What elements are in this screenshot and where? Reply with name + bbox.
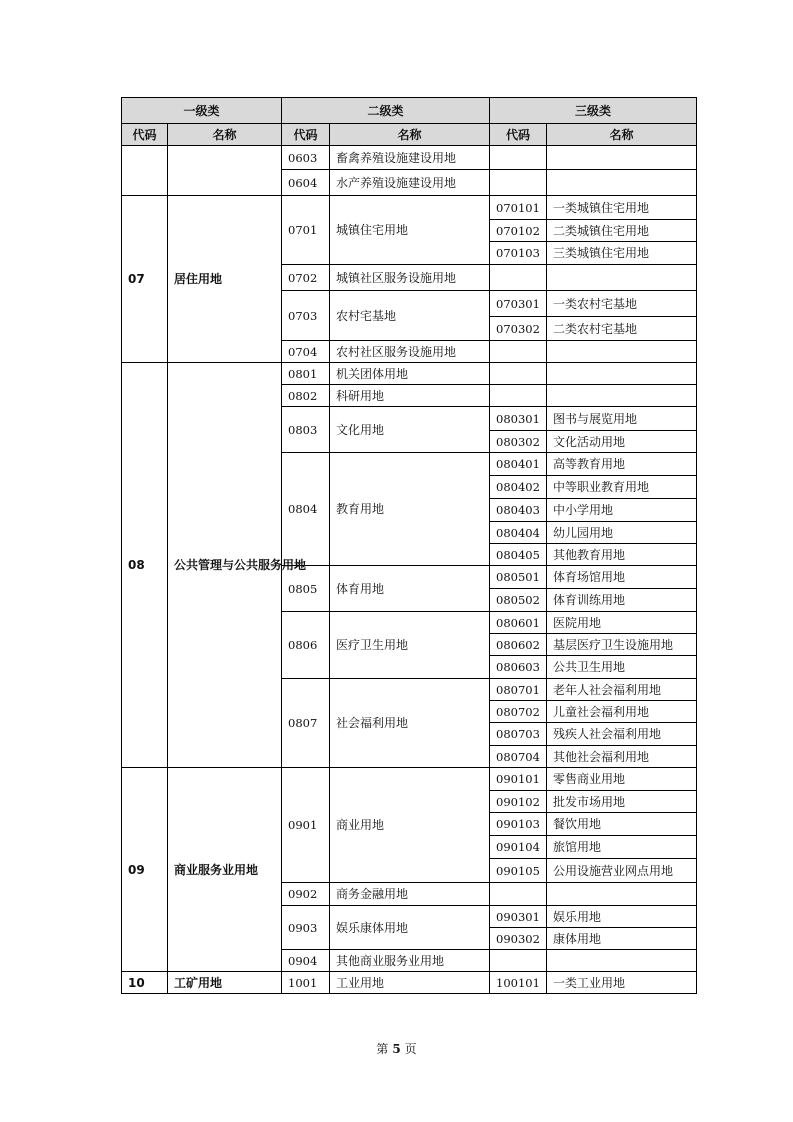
level3-code-empty: [490, 170, 547, 196]
level3-code: 080405: [490, 544, 547, 566]
level2-code: 0806: [282, 612, 330, 679]
level3-code: 070301: [490, 291, 547, 317]
level3-name: 娱乐用地: [547, 906, 697, 928]
level3-code: 080404: [490, 522, 547, 544]
level2-code: 0904: [282, 950, 330, 972]
level2-name: 商务金融用地: [330, 883, 490, 906]
level3-name: 幼儿园用地: [547, 522, 697, 544]
level1-name: [168, 146, 282, 196]
level1-name: 公共管理与公共服务用地: [168, 363, 282, 768]
level3-name: 医院用地: [547, 612, 697, 634]
level3-name-empty: [547, 170, 697, 196]
level3-name: 康体用地: [547, 928, 697, 950]
level3-code: 090101: [490, 768, 547, 791]
level3-code: 080702: [490, 701, 547, 723]
level3-name-empty: [547, 950, 697, 972]
level2-name: 商业用地: [330, 768, 490, 883]
level3-name: 餐饮用地: [547, 813, 697, 836]
level3-name: 批发市场用地: [547, 791, 697, 813]
level2-code: 0703: [282, 291, 330, 341]
table-row: [122, 146, 697, 170]
level2-name: 体育用地: [330, 566, 490, 612]
level2-name: 社会福利用地: [330, 679, 490, 768]
level3-code-empty: [490, 146, 547, 170]
level2-code: 0901: [282, 768, 330, 883]
level2-name: 农村社区服务设施用地: [330, 341, 490, 363]
level2-name: 科研用地: [330, 385, 490, 407]
level3-name: 公共卫生用地: [547, 656, 697, 679]
level3-code: 070302: [490, 317, 547, 341]
level3-code: 090102: [490, 791, 547, 813]
level3-code-empty: [490, 341, 547, 363]
level1-code: 10: [122, 972, 168, 994]
level3-code: 080302: [490, 431, 547, 453]
level3-code: 090104: [490, 836, 547, 859]
level3-code: 080603: [490, 656, 547, 679]
table-body: [122, 146, 697, 994]
level3-name-header: 名称: [547, 124, 697, 146]
level3-name: 基层医疗卫生设施用地: [547, 634, 697, 656]
level3-code: 080703: [490, 723, 547, 746]
level2-header: 二级类: [282, 98, 490, 124]
level1-name-header: 名称: [168, 124, 282, 146]
level3-name: 老年人社会福利用地: [547, 679, 697, 701]
level2-name: 文化用地: [330, 407, 490, 453]
level2-code: 0804: [282, 453, 330, 566]
table-row: [122, 196, 697, 220]
level3-name: 旅馆用地: [547, 836, 697, 859]
footer-prefix: 第: [376, 1042, 389, 1056]
level3-code: 090301: [490, 906, 547, 928]
level3-name-empty: [547, 265, 697, 291]
level2-name: 城镇社区服务设施用地: [330, 265, 490, 291]
level2-code: 0802: [282, 385, 330, 407]
level3-name: 其他教育用地: [547, 544, 697, 566]
level3-name: 文化活动用地: [547, 431, 697, 453]
level2-name: 其他商业服务业用地: [330, 950, 490, 972]
level2-code: 0902: [282, 883, 330, 906]
level3-name: 中小学用地: [547, 499, 697, 522]
level3-code: 080402: [490, 476, 547, 499]
level3-name-empty: [547, 363, 697, 385]
level2-name: 工业用地: [330, 972, 490, 994]
level3-name: 体育训练用地: [547, 589, 697, 612]
level1-name: 居住用地: [168, 196, 282, 363]
table-row: [122, 363, 697, 385]
level3-code: 080401: [490, 453, 547, 476]
level2-code-header: 代码: [282, 124, 330, 146]
level3-name: 公用设施营业网点用地: [547, 859, 697, 883]
level3-code: 080502: [490, 589, 547, 612]
level3-code: 090105: [490, 859, 547, 883]
table-row: [122, 768, 697, 791]
page-number: 5: [392, 1042, 401, 1056]
level2-name: 农村宅基地: [330, 291, 490, 341]
level3-code: 080701: [490, 679, 547, 701]
level3-code-empty: [490, 363, 547, 385]
level2-name: 医疗卫生用地: [330, 612, 490, 679]
level3-code-header: 代码: [490, 124, 547, 146]
level3-name: 儿童社会福利用地: [547, 701, 697, 723]
level3-code-empty: [490, 385, 547, 407]
level3-code-empty: [490, 265, 547, 291]
level3-name: 二类城镇住宅用地: [547, 220, 697, 242]
level1-code: 09: [122, 768, 168, 972]
level3-name-empty: [547, 341, 697, 363]
level3-code: 070102: [490, 220, 547, 242]
level3-name: 零售商业用地: [547, 768, 697, 791]
level1-code: [122, 146, 168, 196]
level3-code: 080601: [490, 612, 547, 634]
level1-header: 一级类: [122, 98, 282, 124]
level1-code-header: 代码: [122, 124, 168, 146]
level3-name: 中等职业教育用地: [547, 476, 697, 499]
level1-name: 商业服务业用地: [168, 768, 282, 972]
level2-code: 0701: [282, 196, 330, 265]
level2-name: 水产养殖设施建设用地: [330, 170, 490, 196]
footer-suffix: 页: [404, 1042, 417, 1056]
level3-code: 080301: [490, 407, 547, 431]
level2-code: 0805: [282, 566, 330, 612]
level2-code: 0803: [282, 407, 330, 453]
level3-header: 三级类: [490, 98, 697, 124]
level1-code: 07: [122, 196, 168, 363]
level3-name-empty: [547, 146, 697, 170]
level3-code-empty: [490, 950, 547, 972]
level1-name: 工矿用地: [168, 972, 282, 994]
level2-code: 0604: [282, 170, 330, 196]
level3-name: 图书与展览用地: [547, 407, 697, 431]
level3-name: 体育场馆用地: [547, 566, 697, 589]
level2-name: 城镇住宅用地: [330, 196, 490, 265]
level2-name: 机关团体用地: [330, 363, 490, 385]
level2-name: 畜禽养殖设施建设用地: [330, 146, 490, 170]
level3-name: 一类工业用地: [547, 972, 697, 994]
level3-code-empty: [490, 883, 547, 906]
level3-name: 二类农村宅基地: [547, 317, 697, 341]
level3-name: 残疾人社会福利用地: [547, 723, 697, 746]
level2-code: 0807: [282, 679, 330, 768]
level2-code: 0603: [282, 146, 330, 170]
level2-name: 教育用地: [330, 453, 490, 566]
level3-code: 070101: [490, 196, 547, 220]
level2-code: 0704: [282, 341, 330, 363]
land-use-classification-table: [121, 97, 697, 994]
level3-code: 100101: [490, 972, 547, 994]
level3-code: 090302: [490, 928, 547, 950]
level2-name-header: 名称: [330, 124, 490, 146]
table-header: [122, 98, 697, 146]
level3-name: 高等教育用地: [547, 453, 697, 476]
page-footer: [0, 1040, 793, 1057]
level3-name: 其他社会福利用地: [547, 746, 697, 768]
level2-code: 0702: [282, 265, 330, 291]
level3-name: 一类农村宅基地: [547, 291, 697, 317]
level3-code: 070103: [490, 242, 547, 265]
level3-name: 一类城镇住宅用地: [547, 196, 697, 220]
level3-name-empty: [547, 883, 697, 906]
table-row: [122, 972, 697, 994]
level3-code: 080403: [490, 499, 547, 522]
level3-code: 080602: [490, 634, 547, 656]
level3-code: 080501: [490, 566, 547, 589]
level3-code: 080704: [490, 746, 547, 768]
level2-code: 1001: [282, 972, 330, 994]
level3-code: 090103: [490, 813, 547, 836]
level1-code: 08: [122, 363, 168, 768]
level2-name: 娱乐康体用地: [330, 906, 490, 950]
level3-name: 三类城镇住宅用地: [547, 242, 697, 265]
level3-name-empty: [547, 385, 697, 407]
level2-code: 0903: [282, 906, 330, 950]
level2-code: 0801: [282, 363, 330, 385]
